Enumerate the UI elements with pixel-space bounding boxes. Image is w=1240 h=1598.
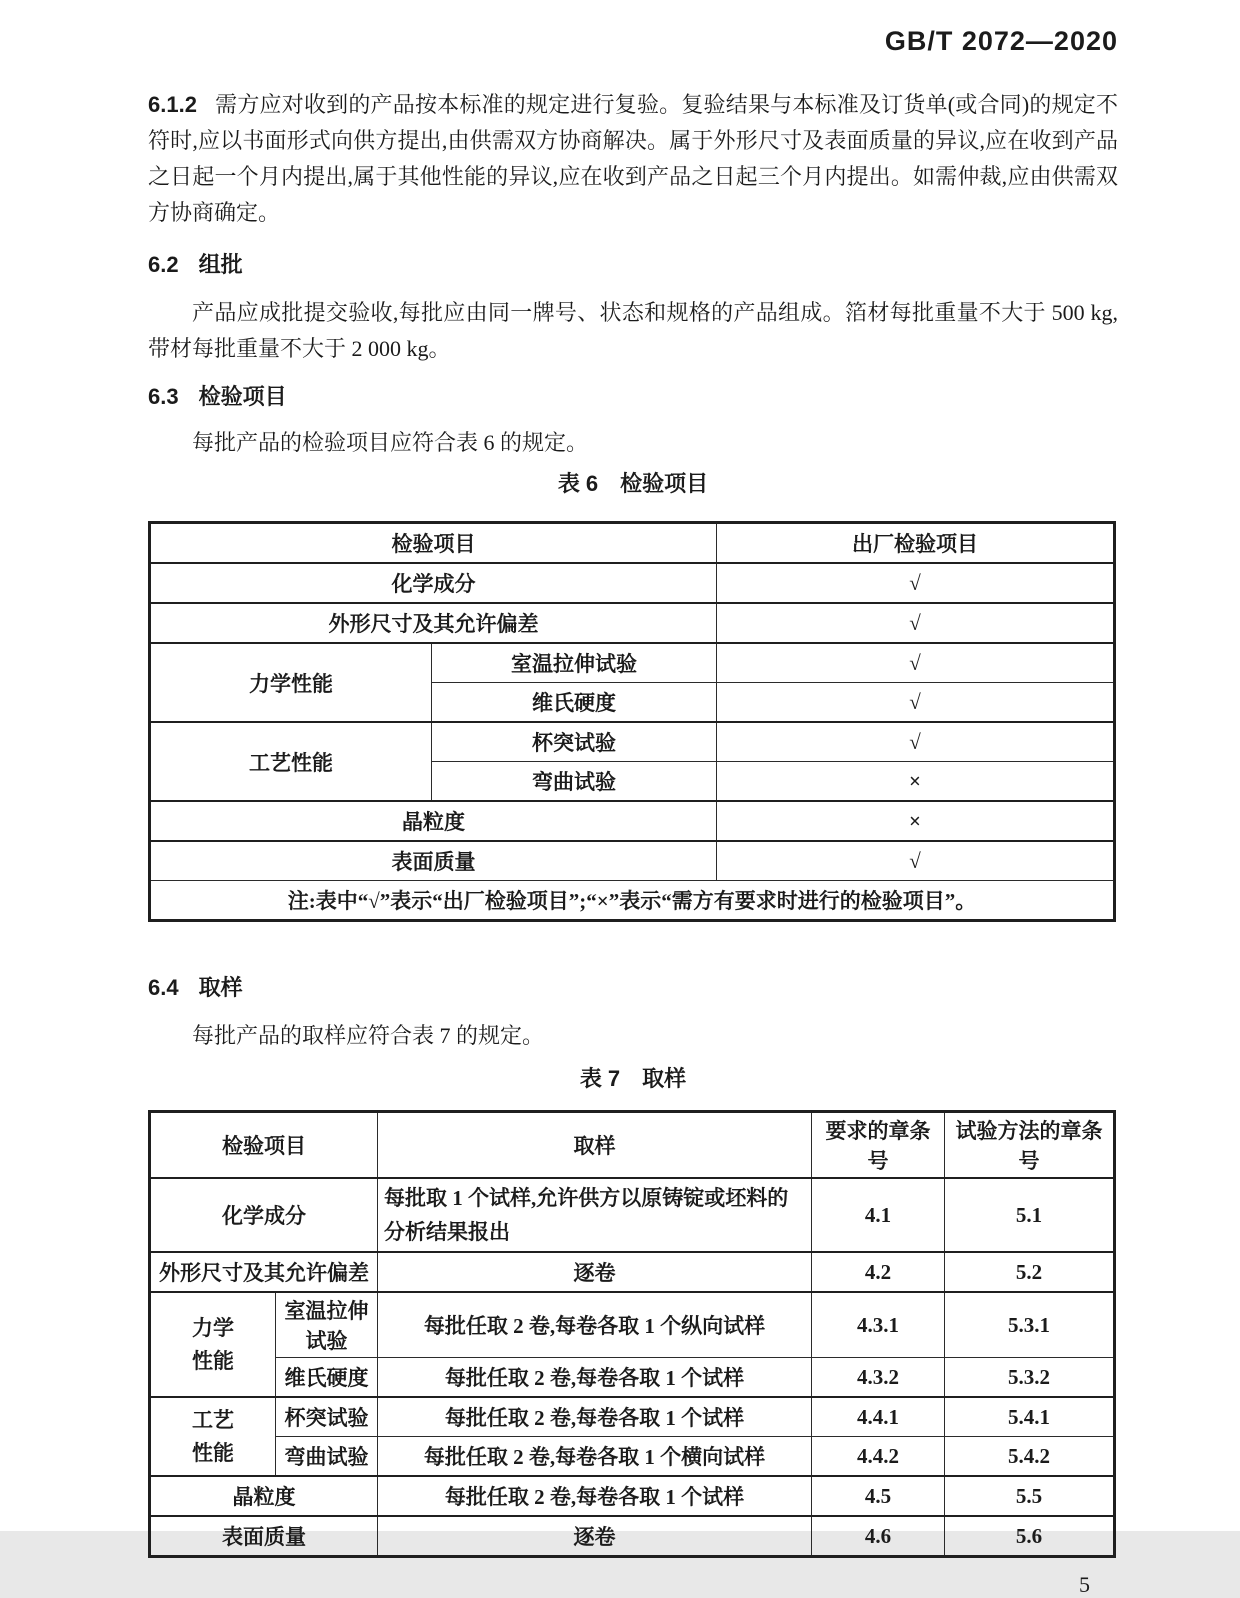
requirement-clause: 4.6 [812,1516,945,1557]
table-row-dims [150,1252,1115,1292]
table-row-mech-vickers [150,1358,1115,1398]
section-6-3-body: 每批产品的检验项目应符合表 6 的规定。 [192,430,589,455]
section-6-2-body: 产品应成批提交验收,每批应由同一牌号、状态和规格的产品组成。箔材每批重量不大于 500 kg,带材每批重量不大于 2 000 kg。 [148,300,1118,361]
column-header-requirement-clause: 要求的章条号 [812,1112,945,1179]
section-6-4-title: 取样 [198,975,243,1000]
item-label: 维氏硬度 [276,1358,378,1398]
method-clause: 5.6 [945,1516,1115,1557]
group-label-process: 工艺性能 [150,722,432,801]
section-6-4-body: 每批产品的取样应符合表 7 的规定。 [192,1023,545,1048]
requirement-clause: 4.4.1 [812,1397,945,1437]
item-label: 弯曲试验 [432,762,717,802]
item-label: 维氏硬度 [432,683,717,723]
sampling-text: 每批任取 2 卷,每卷各取 1 个纵向试样 [378,1292,812,1358]
item-label: 晶粒度 [150,1476,378,1516]
section-6-3-heading [148,383,1118,411]
table-6-caption: 表 6 检验项目 [557,471,709,496]
group-label-mechanical: 力学性能 [150,643,432,722]
method-clause: 5.2 [945,1252,1115,1292]
table-row-surface [150,1516,1115,1557]
check-mark: √ [717,841,1115,881]
table-6 [148,521,1116,922]
sampling-text: 逐卷 [378,1516,812,1557]
table-row-grain [150,1476,1115,1516]
method-clause: 5.1 [945,1178,1115,1252]
requirement-clause: 4.2 [812,1252,945,1292]
table-7 [148,1110,1116,1558]
item-label: 晶粒度 [150,801,717,841]
column-header-sampling: 取样 [378,1112,812,1179]
column-header-item: 检验项目 [150,1112,378,1179]
item-label: 杯突试验 [276,1397,378,1437]
page-number: 5 [1079,1572,1090,1597]
standard-number: GB/T 2072—2020 [884,26,1118,56]
check-mark: × [717,801,1115,841]
clause-6-1-2-text: 需方应对收到的产品按本标准的规定进行复验。复验结果与本标准及订货单(或合同)的规定不符时,应以书面形式向供方提出,由供需双方协商解决。属于外形尺寸及表面质量的异议,应在收到产品之日起一个月内提出,属于其他性能的异议,应在收到产品之日起三个月内提出。如需仲裁,应由供需双方协商确定。 [148,92,1118,225]
item-label: 弯曲试验 [276,1437,378,1477]
sampling-text: 每批任取 2 卷,每卷各取 1 个试样 [378,1476,812,1516]
item-label: 化学成分 [150,1178,378,1252]
section-6-2-number: 6.2 [148,252,179,277]
table-row-surface [150,841,1115,881]
section-6-3-title: 检验项目 [198,384,287,409]
section-6-4-heading [148,974,1118,1002]
clause-6-1-2-number: 6.1.2 [148,92,197,117]
table-7-caption: 表 7 取样 [579,1066,687,1091]
section-6-2-heading [148,251,1118,279]
table-row-dims [150,603,1115,643]
table-row-chem [150,563,1115,603]
section-6-4-number: 6.4 [148,975,179,1000]
table-6-note: 注:表中“√”表示“出厂检验项目”;“×”表示“需方有要求时进行的检验项目”。 [150,881,1115,921]
table-row-proc-cupping [150,722,1115,762]
requirement-clause: 4.3.2 [812,1358,945,1398]
check-mark: √ [717,643,1115,683]
method-clause: 5.5 [945,1476,1115,1516]
clause-6-1-2 [148,87,1118,231]
item-label: 杯突试验 [432,722,717,762]
sampling-text-value: 每批取 1 个试样,允许供方以原铸锭或坯料的分析结果报出 [384,1186,789,1244]
table-row-mech-tensile [150,643,1115,683]
table-row-chem [150,1178,1115,1252]
item-label: 表面质量 [150,1516,378,1557]
sampling-text: 每批任取 2 卷,每卷各取 1 个试样 [378,1397,812,1437]
table-7-header-row [150,1112,1115,1179]
item-label: 化学成分 [150,563,717,603]
method-clause: 5.3.1 [945,1292,1115,1358]
check-mark: √ [717,563,1115,603]
group-label-text: 工艺性能 [192,1407,234,1465]
group-label-process [150,1397,276,1476]
method-clause: 5.4.1 [945,1397,1115,1437]
sampling-text: 每批任取 2 卷,每卷各取 1 个试样 [378,1358,812,1398]
section-6-2-title: 组批 [198,252,243,277]
method-clause: 5.3.2 [945,1358,1115,1398]
requirement-clause: 4.5 [812,1476,945,1516]
item-label: 表面质量 [150,841,717,881]
check-mark: √ [717,603,1115,643]
group-label-text: 力学性能 [192,1315,234,1373]
item-label: 室温拉伸试验 [276,1292,378,1358]
check-mark: √ [717,722,1115,762]
column-header-item: 检验项目 [150,523,717,564]
sampling-text [378,1178,812,1252]
method-clause: 5.4.2 [945,1437,1115,1477]
requirement-clause: 4.1 [812,1178,945,1252]
table-6-note-row [150,881,1115,921]
sampling-text: 每批任取 2 卷,每卷各取 1 个横向试样 [378,1437,812,1477]
column-header-factory-check: 出厂检验项目 [717,523,1115,564]
requirement-clause: 4.3.1 [812,1292,945,1358]
table-row-proc-cupping [150,1397,1115,1437]
item-label: 室温拉伸试验 [432,643,717,683]
table-row-grain [150,801,1115,841]
sampling-text: 逐卷 [378,1252,812,1292]
section-6-3-number: 6.3 [148,384,179,409]
table-row-proc-bend [150,1437,1115,1477]
group-label-mechanical [150,1292,276,1397]
column-header-method-clause: 试验方法的章条号 [945,1112,1115,1179]
check-mark: √ [717,683,1115,723]
item-label: 外形尺寸及其允许偏差 [150,1252,378,1292]
table-row-mech-tensile [150,1292,1115,1358]
table-6-header-row [150,523,1115,564]
check-mark: × [717,762,1115,802]
item-label: 外形尺寸及其允许偏差 [150,603,717,643]
requirement-clause: 4.4.2 [812,1437,945,1477]
